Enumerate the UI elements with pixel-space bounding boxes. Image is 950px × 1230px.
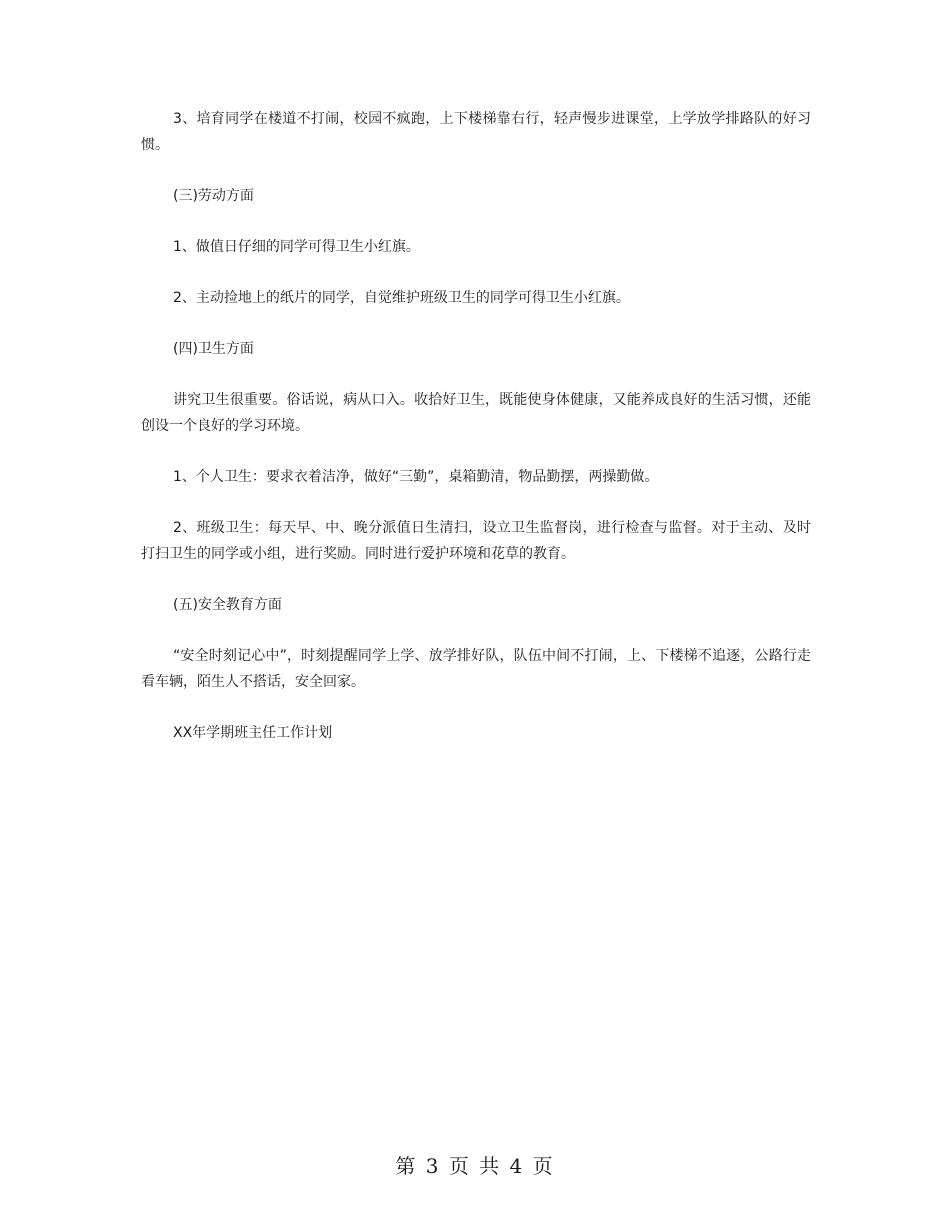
paragraph-safety: “安全时刻记心中”，时刻提醒同学上学、放学排好队，队伍中间不打闹，上、下楼梯不追逐，公路行走看车辆，陌生人不搭话，安全回家。 — [141, 648, 811, 690]
paragraph-labor-1: 1、做值日仔细的同学可得卫生小红旗。 — [173, 239, 420, 255]
paragraph-plan-title: XX年学期班主任工作计划 — [173, 725, 333, 741]
paragraph-hygiene-intro: 讲究卫生很重要。俗话说，病从口入。收拾好卫生，既能使身体健康，又能养成良好的生活习惯，还能创设一个良好的学习环境。 — [141, 392, 811, 434]
paragraph-habits-3: 3、培育同学在楼道不打闹，校园不疯跑，上下楼梯靠右行，轻声慢步进课堂，上学放学排路队的好习惯。 — [141, 111, 811, 153]
page-number-footer: 第 3 页 共 4 页 — [395, 1154, 555, 1178]
section-heading-safety: (五)安全教育方面 — [173, 597, 282, 613]
section-heading-hygiene: (四)卫生方面 — [173, 341, 254, 357]
section-heading-labor: (三)劳动方面 — [173, 188, 254, 204]
paragraph-labor-2: 2、主动捡地上的纸片的同学，自觉维护班级卫生的同学可得卫生小红旗。 — [173, 290, 630, 306]
paragraph-hygiene-class: 2、班级卫生：每天早、中、晚分派值日生清扫，设立卫生监督岗，进行检查与监督。对于主动、及时打扫卫生的同学或小组，进行奖励。同时进行爱护环境和花草的教育。 — [141, 520, 811, 562]
paragraph-hygiene-personal: 1、个人卫生：要求衣着洁净，做好“三勤”，桌箱勤清，物品勤摆，两操勤做。 — [173, 469, 659, 485]
document-body — [141, 106, 811, 771]
